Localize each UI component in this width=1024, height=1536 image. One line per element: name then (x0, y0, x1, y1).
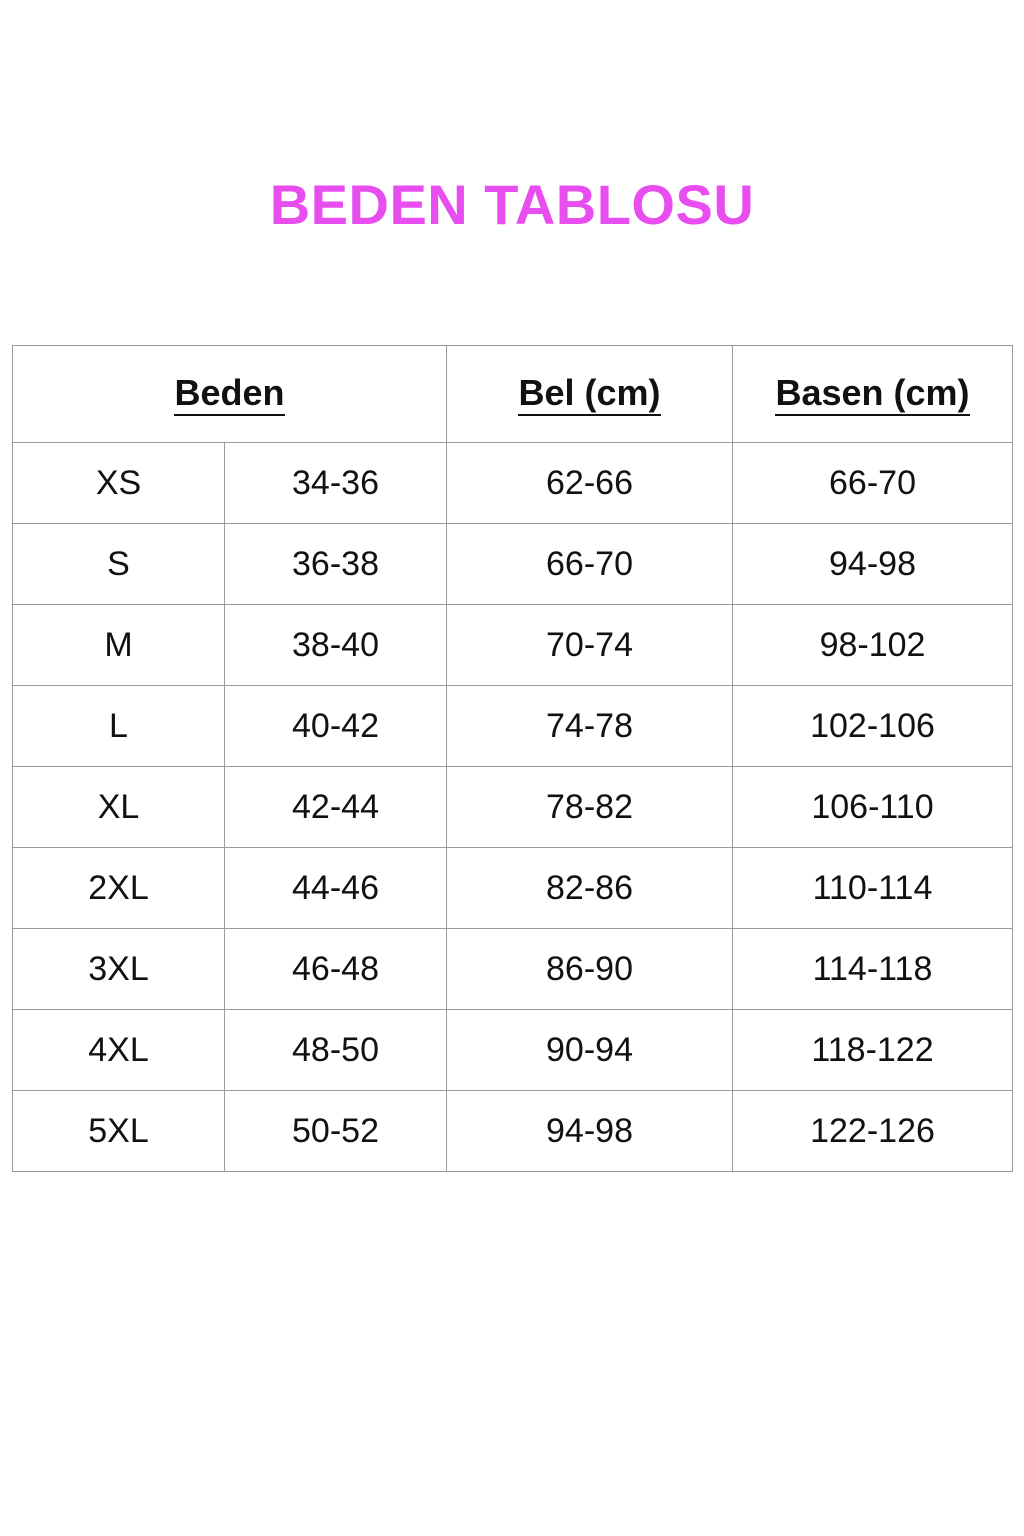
cell-numeric-size: 46-48 (225, 929, 447, 1010)
table-row (13, 443, 1013, 524)
table-row (13, 686, 1013, 767)
cell-numeric-size: 36-38 (225, 524, 447, 605)
cell-bel: 66-70 (447, 524, 733, 605)
cell-bel: 70-74 (447, 605, 733, 686)
cell-numeric-size: 44-46 (225, 848, 447, 929)
cell-bel: 94-98 (447, 1091, 733, 1172)
page-title: BEDEN TABLOSU (269, 173, 755, 236)
column-header-basen-label: Basen (cm) (775, 374, 969, 416)
table-row (13, 848, 1013, 929)
cell-numeric-size: 40-42 (225, 686, 447, 767)
table-row (13, 524, 1013, 605)
size-table (12, 345, 1013, 1172)
table-row (13, 1010, 1013, 1091)
cell-basen: 94-98 (733, 524, 1013, 605)
table-header-row (13, 346, 1013, 443)
cell-bel: 62-66 (447, 443, 733, 524)
cell-basen: 66-70 (733, 443, 1013, 524)
cell-basen: 114-118 (733, 929, 1013, 1010)
column-header-beden (13, 346, 447, 443)
cell-size: XL (13, 767, 225, 848)
cell-basen: 102-106 (733, 686, 1013, 767)
cell-size: L (13, 686, 225, 767)
cell-numeric-size: 42-44 (225, 767, 447, 848)
cell-bel: 74-78 (447, 686, 733, 767)
table-row (13, 929, 1013, 1010)
cell-basen: 110-114 (733, 848, 1013, 929)
cell-bel: 90-94 (447, 1010, 733, 1091)
cell-numeric-size: 48-50 (225, 1010, 447, 1091)
column-header-basen (733, 346, 1013, 443)
cell-numeric-size: 38-40 (225, 605, 447, 686)
cell-size: XS (13, 443, 225, 524)
cell-size: 4XL (13, 1010, 225, 1091)
cell-size: 5XL (13, 1091, 225, 1172)
table-row (13, 605, 1013, 686)
cell-numeric-size: 34-36 (225, 443, 447, 524)
cell-bel: 82-86 (447, 848, 733, 929)
cell-bel: 86-90 (447, 929, 733, 1010)
size-table-container (12, 345, 1012, 1172)
column-header-bel-label: Bel (cm) (518, 374, 660, 416)
cell-numeric-size: 50-52 (225, 1091, 447, 1172)
cell-basen: 106-110 (733, 767, 1013, 848)
column-header-bel (447, 346, 733, 443)
column-header-beden-label: Beden (174, 374, 284, 416)
cell-basen: 98-102 (733, 605, 1013, 686)
cell-size: 2XL (13, 848, 225, 929)
cell-bel: 78-82 (447, 767, 733, 848)
cell-basen: 122-126 (733, 1091, 1013, 1172)
cell-basen: 118-122 (733, 1010, 1013, 1091)
cell-size: 3XL (13, 929, 225, 1010)
table-row (13, 767, 1013, 848)
table-row (13, 1091, 1013, 1172)
cell-size: M (13, 605, 225, 686)
table-body (13, 443, 1013, 1172)
cell-size: S (13, 524, 225, 605)
